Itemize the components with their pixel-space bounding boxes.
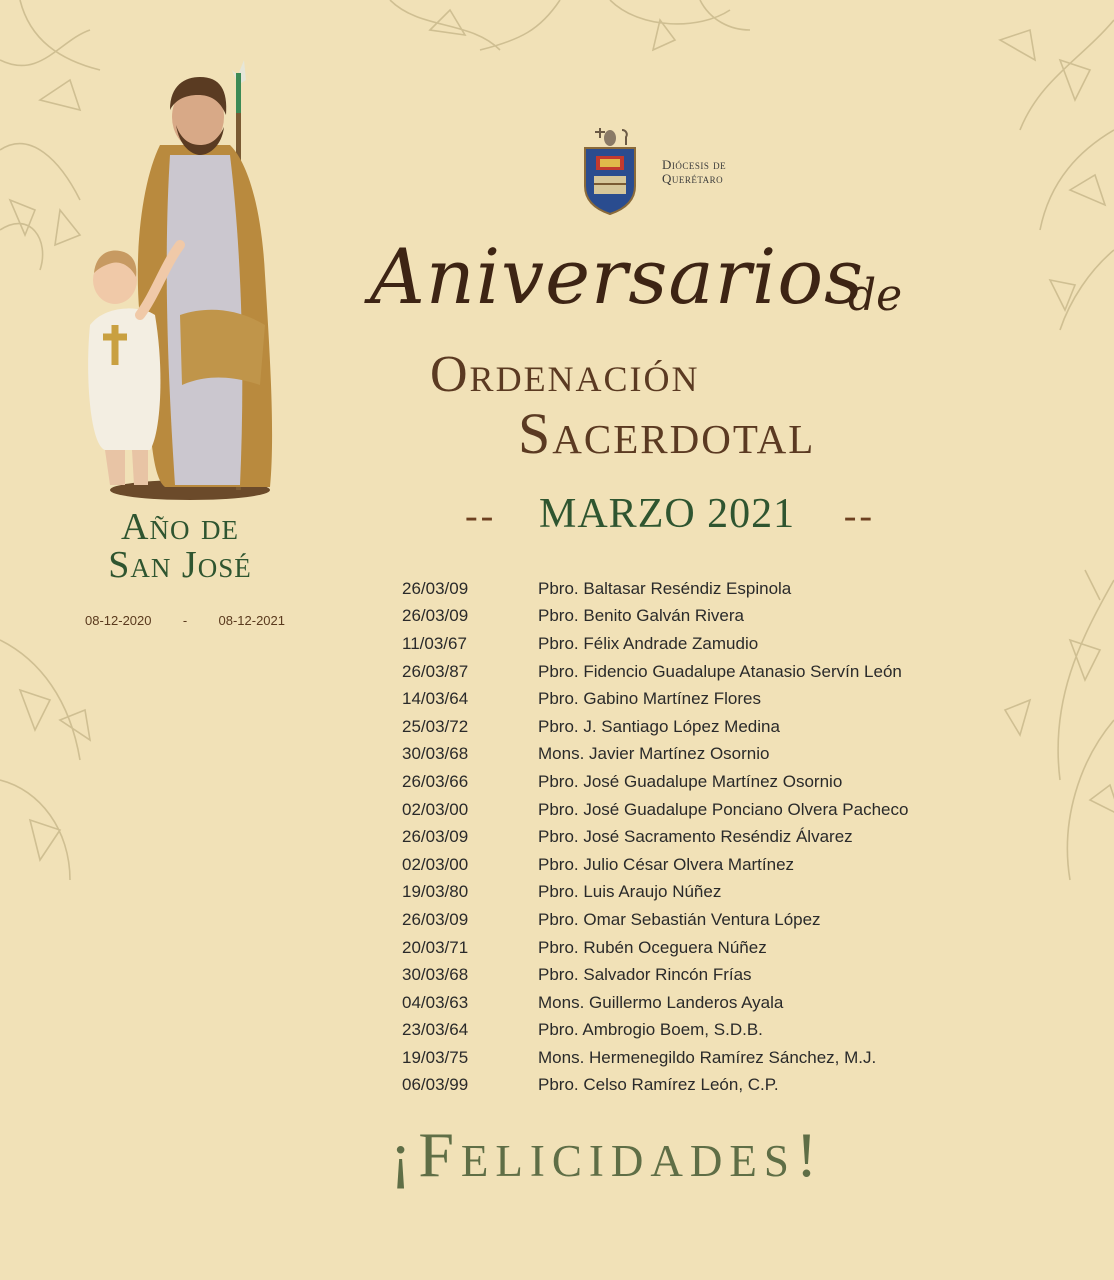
list-item bbox=[402, 1072, 982, 1100]
priest-name: Mons. Hermenegildo Ramírez Sánchez, M.J. bbox=[538, 1047, 877, 1067]
anniversary-list bbox=[402, 575, 982, 1099]
priest-name: Pbro. Rubén Oceguera Núñez bbox=[538, 937, 767, 957]
ordination-date: 26/03/09 bbox=[402, 909, 469, 929]
priest-name: Mons. Guillermo Landeros Ayala bbox=[538, 992, 784, 1012]
priest-name: Pbro. Celso Ramírez León, C.P. bbox=[538, 1075, 779, 1095]
list-item bbox=[402, 575, 982, 603]
list-item bbox=[402, 879, 982, 907]
priest-name: Pbro. Gabino Martínez Flores bbox=[538, 689, 761, 709]
list-item bbox=[402, 630, 982, 658]
ordination-date: 14/03/64 bbox=[402, 689, 469, 709]
diocese-name-line1: Diócesis de bbox=[662, 157, 727, 172]
priest-name: Pbro. Baltasar Reséndiz Espinola bbox=[538, 578, 792, 598]
saint-joseph-statue-icon bbox=[70, 55, 290, 505]
list-item bbox=[402, 768, 982, 796]
list-item bbox=[402, 989, 982, 1017]
list-item bbox=[402, 603, 982, 631]
ordination-date: 26/03/66 bbox=[402, 771, 469, 791]
year-date-end: 08-12-2021 bbox=[218, 613, 285, 628]
diocese-coat-of-arms-icon bbox=[580, 124, 640, 216]
ordination-date: 30/03/68 bbox=[402, 744, 469, 764]
list-item bbox=[402, 713, 982, 741]
ordination-date: 25/03/72 bbox=[402, 716, 469, 736]
dash-left: -- bbox=[465, 495, 497, 537]
priest-name: Pbro. Benito Galván Rivera bbox=[538, 606, 744, 626]
list-item bbox=[402, 961, 982, 989]
priest-name: Pbro. Félix Andrade Zamudio bbox=[538, 633, 759, 653]
priest-name: Pbro. José Sacramento Reséndiz Álvarez bbox=[538, 827, 853, 847]
year-date-separator: - bbox=[182, 613, 188, 628]
ordination-date: 19/03/80 bbox=[402, 882, 469, 902]
year-title-line1: Año de bbox=[121, 506, 239, 548]
ordination-date: 11/03/67 bbox=[402, 633, 467, 653]
title-ordenacion: Ordenación bbox=[430, 346, 700, 403]
list-item bbox=[402, 685, 982, 713]
title-sacerdotal: Sacerdotal bbox=[518, 401, 816, 466]
ordination-date: 02/03/00 bbox=[402, 854, 469, 874]
ordination-date: 02/03/00 bbox=[402, 799, 469, 819]
list-item bbox=[402, 823, 982, 851]
list-item bbox=[402, 1044, 982, 1072]
priest-name: Pbro. Salvador Rincón Frías bbox=[538, 965, 752, 985]
diocese-name-line2: Querétaro bbox=[662, 171, 724, 186]
priest-name: Pbro. J. Santiago López Medina bbox=[538, 716, 780, 736]
ordination-date: 30/03/68 bbox=[402, 965, 469, 985]
ordination-date: 23/03/64 bbox=[402, 1020, 469, 1040]
priest-name: Pbro. Luis Araujo Núñez bbox=[538, 882, 722, 902]
year-date-range bbox=[85, 613, 285, 628]
priest-name: Pbro. Omar Sebastián Ventura López bbox=[538, 909, 821, 929]
ordination-date: 26/03/09 bbox=[402, 578, 469, 598]
dash-right: -- bbox=[843, 495, 875, 537]
list-item bbox=[402, 796, 982, 824]
list-item bbox=[402, 1017, 982, 1045]
priest-name: Pbro. José Guadalupe Ponciano Olvera Pacheco bbox=[538, 799, 909, 819]
year-of-saint-joseph-title bbox=[60, 508, 300, 584]
priest-name: Mons. Javier Martínez Osornio bbox=[538, 744, 770, 764]
priest-name: Pbro. Ambrogio Boem, S.D.B. bbox=[538, 1020, 763, 1040]
ordination-date: 20/03/71 bbox=[402, 937, 469, 957]
ordination-date: 19/03/75 bbox=[402, 1047, 469, 1067]
ordination-date: 06/03/99 bbox=[402, 1075, 469, 1095]
ordination-date: 26/03/09 bbox=[402, 827, 469, 847]
congratulations-text: ¡Felicidades! bbox=[390, 1119, 825, 1190]
ordination-date: 04/03/63 bbox=[402, 992, 469, 1012]
title-de: de bbox=[848, 270, 903, 321]
year-date-start: 08-12-2020 bbox=[85, 613, 152, 628]
list-item bbox=[402, 906, 982, 934]
priest-name: Pbro. Fidencio Guadalupe Atanasio Servín León bbox=[538, 661, 902, 681]
title-aniversarios: Aniversarios bbox=[370, 232, 865, 321]
month-header bbox=[465, 490, 875, 542]
list-item bbox=[402, 658, 982, 686]
priest-name: Pbro. Julio César Olvera Martínez bbox=[538, 854, 795, 874]
priest-name: Pbro. José Guadalupe Martínez Osornio bbox=[538, 771, 843, 791]
ordination-date: 26/03/09 bbox=[402, 606, 469, 626]
list-item bbox=[402, 934, 982, 962]
diocese-name bbox=[662, 158, 726, 186]
ordination-date: 26/03/87 bbox=[402, 661, 469, 681]
list-item bbox=[402, 851, 982, 879]
month-label: MARZO 2021 bbox=[539, 491, 796, 537]
year-title-line2: San José bbox=[108, 544, 252, 586]
list-item bbox=[402, 741, 982, 769]
